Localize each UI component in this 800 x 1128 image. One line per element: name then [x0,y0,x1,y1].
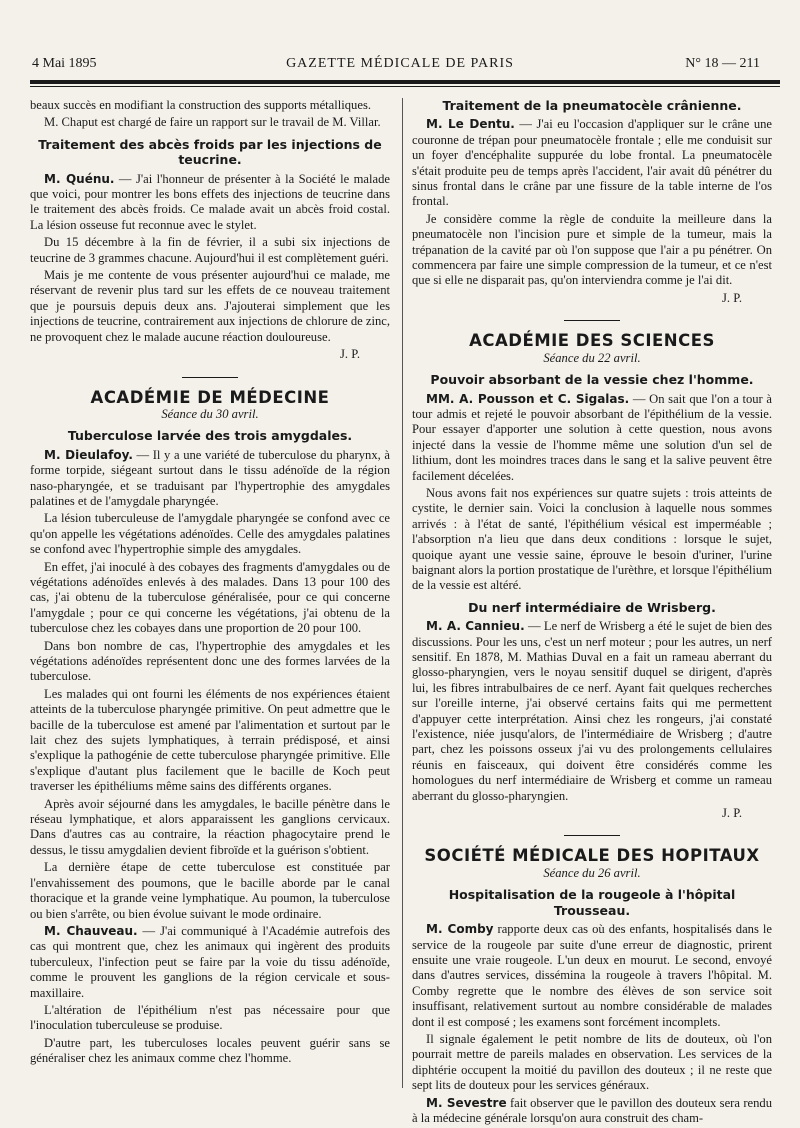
section-divider [182,377,238,378]
paragraph [412,392,772,484]
header-rule [30,80,780,84]
article-heading: Traitement des abcès froids par les injections de teucrine. [38,136,382,168]
speaker-name: M. Comby [426,922,494,937]
session-date: Séance du 30 avril. [161,406,259,421]
paragraph: Nous avons fait nos expériences sur quatre sujets : trois atteints de cystite, le dernier sain. Voici la conclusion à laquelle nous sommes arrivés : à l'état de santé, l'épithélium vésical est imperméable ; l'absorption n'a lieu que dans deux conditions : lorsque le sujet, quoique ayant une vessie saine, éprouve le besoin d'uriner, l'urine baignant alors la portion prostatique de l'urèthre, et lorsque l'épithélium de la vessie est altéré. [412,485,772,593]
issue-page-number: N° 18 — 211 [685,56,760,71]
signature: J. P. [722,290,742,305]
speech-text: — J'ai communiqué à l'Académie autrefois des cas qui montrent que, chez les animaux qui ingèrent des produits tuberculeux, l'infection peut se faire par la voie du tissu adénoïde, comme le prouvent les ganglions de la région cervicale et sous-maxillaire. [30,923,391,1000]
speech-text: — On sait que l'on a tour à tour admis et rejeté le pouvoir absorbant de l'épithélium de la vessie. Pour essayer d'apporter une solution à cette question, nous avons injecté dans la vessie de l'homme même une solution d'un sel de lithium, dont les moindres traces dans le sang et la salive peuvent être facilement décelées. [412,391,772,483]
paragraph: La dernière étape de cette tuberculose est constituée par l'envahissement des poumons, que le bacille aborde par le canal thoracique et la grande veine lymphatique. Au poumon, la tuberculose ou bien s'arrête, ou bien évolue suivant le mode ordinaire. [30,860,390,921]
article-heading: Hospitalisation de la rougeole à l'hôpital Trousseau. [448,887,736,918]
speech-text: — J'ai eu l'occasion d'appliquer sur le crâne une couronne de trépan pour pneumatocèle frontale ; elle me conduisit sur un foyer d'encéphalite suppurée du lobe frontal. La pneumatocèle s'était produite peu de temps après l'accident, l'air avait dû pénétrer du sinus frontal dans le crâne par une fissure de la table interne de l'os frontal. [412,117,773,209]
speaker-name: M. Chauveau. [44,923,138,938]
paragraph [412,922,772,1030]
speech-text: fait observer que le pavillon des douteux sera rendu à la médecine générale lorsqu'on aura construit des cham- [412,1095,772,1125]
speech-text: rapporte deux cas où des enfants, hospitalisés dans le service de la rougeole par suite d'une erreur de diagnostic, prirent ensuite une vraie rougeole. L'un deux en mourut. Le second, envoyé dans d'autres services, dissémina la rougeole à travers l'hôpital. M. Comby regrette que le nombre des élèves de son service soit insuffisant, relativement surtout au nombre considérable de malades dont il est composé ; les examens sont forcément incomplets. [412,922,772,1029]
paragraph: En effet, j'ai inoculé à des cobayes des fragments d'amygdales ou de végétations adénoïdes enlevés à des malades. Dans 13 pour 100 des cas, j'ai obtenu de la tuberculose généralisée, pour ce qui concerne l'amygdale ; pour ce qui concerne les végétations, j'ai obtenu de la tuberculose chez les cobayes dans une proportion de 20 pour 100. [30,559,390,636]
signature: J. P. [722,806,742,821]
article-heading: Pouvoir absorbant de la vessie chez l'homme. [430,372,754,388]
paragraph: Les malades qui ont fourni les éléments de nos expériences étaient atteints de la tuberculose pharyngée primitive. On peut admettre que le bacille de la tuberculose est amené par l'alimentation et surtout par le lait chez des sujets lymphatiques, à terrain prédisposé, et ainsi s'explique la pathogénie de cette tuberculose pharyngée primitive. Elle s'explique d'autant plus facilement que le bacille de Koch peut traverser les épithéliums même sains des différents organes. [30,686,390,794]
paragraph: Mais je me contente de vous présenter aujourd'hui ce malade, me réservant de revenir plus tard sur les effets de ce nouveau traitement que je poursuis depuis deux ans. J'ajouterai simplement que les injections de teucrine, contrairement aux injections de chlorure de zinc, ne provoquent chez le malade aucune réaction douloureuse. [30,268,390,344]
section-title: SOCIÉTÉ MÉDICALE DES HOPITAUX [424,846,760,866]
column-divider [402,98,403,1088]
session-date: Séance du 26 avril. [543,865,641,880]
paragraph: Je considère comme la règle de conduite la meilleure dans la pneumatocèle non l'incision pure et simple de la tumeur, mais la trépanation de la cavité par où l'on suppose que l'air a pu pénétrer. On commencera par faire une simple compression de la tumeur, et ce n'est que si elle ne disparait pas, qu'on interviendra comme je l'ai dit. [412,211,772,288]
session-date: Séance du 22 avril. [543,350,641,365]
paragraph: Du 15 décembre à la fin de février, il a subi six injections de teucrine de 3 grammes chacune. Aujourd'hui il est complètement guéri. [30,235,390,265]
section-divider [564,835,620,836]
right-column [412,98,772,1128]
speaker-name: M. Le Dentu. [426,117,515,132]
article-heading: Traitement de la pneumatocèle crânienne. [442,98,742,113]
speech-text: — J'ai l'honneur de présenter à la Société le malade que voici, pour montrer les bons effets des injections de teucrine dans le traitement des abcès froids. Ce malade avait un abcès froid costal. La lésion osseuse fut reconnue avec le stylet. [30,171,390,232]
paragraph [30,924,390,1001]
speech-text: — Il y a une variété de tuberculose du pharynx, à forme torpide, siégeant surtout dans le tissu adénoïde de la région naso-pharyngée, et se traduisant par l'hypertrophie des amygdales palatines et de l'amygdale pharyngée. [30,447,390,508]
section-divider [564,320,620,321]
paragraph: M. Chaput est chargé de faire un rapport sur le travail de M. Villar. [44,115,381,130]
journal-title: GAZETTE MÉDICALE DE PARIS [286,56,514,71]
paragraph [412,117,772,209]
speaker-name: M. Dieulafoy. [44,447,133,462]
paragraph: beaux succès en modifiant la construction des supports métalliques. [30,98,371,112]
paragraph: Après avoir séjourné dans les amygdales, le bacille pénètre dans le réseau lymphatique, et alors apparaissent les ganglions cervicaux. Dans d'autres cas au contraire, la réaction phagocytaire prend le dessus, le tissu amygdalien devient fibroïde et la guérison s'obtient. [30,796,390,857]
section-title: ACADÉMIE DES SCIENCES [469,331,715,351]
article-heading: Tuberculose larvée des trois amygdales. [67,428,353,444]
paragraph: Il signale également le petit nombre de lits de douteux, où l'on pourrait mettre de pareils malades en observation. Les services de la diphtérie occupent la moitié du pavillon des douteux ; il ne reste que sept lits de douteux pour les services généraux. [412,1031,772,1093]
paragraph [30,448,390,510]
issue-date: 4 Mai 1895 [32,56,97,71]
paragraph: La lésion tuberculeuse de l'amygdale pharyngée se confond avec ce qu'on appelle les végétations adénoïdes. Celle des amygdales palatines se confond avec l'hypertrophie simple des amygdales. [30,511,390,557]
signature: J. P. [340,347,360,362]
section-title: ACADÉMIE DE MÉDECINE [90,387,330,407]
paragraph [30,172,390,234]
speech-text: — Le nerf de Wrisberg a été le sujet de bien des discussions. Pour les uns, c'est un nerf moteur ; pour les autres, un nerf sensitif. En 1878, M. Mathias Duval en a fait un rameau aberrant du glosso-pharyngien, vers le noyau sensitif duquel se dirigent, d'après lui, les fibres intrabulbaires de ce nerf. Ayant fait quelques recherches sur l'oreille interne, j'ai observé certains faits qui me permettent d'appuyer cette interprétation. Ainsi chez les rongeurs, j'ai constaté l'existence, niée jusqu'alors, de l'intermédiaire de Wrisberg ; d'autre part, chez les poissons osseux j'ai vu des prolongements cellulaires réunis en faisceaux, qui doivent être considérés comme les homologues du nerf intermédiaire de Wrisberg et comme un rameau aberrant du glosso-pharyngien. [412,619,772,803]
speaker-name: MM. A. Pousson et C. Sigalas. [426,391,630,406]
article-heading: Du nerf intermédiaire de Wrisberg. [468,599,716,615]
speaker-name: M. Sevestre [426,1095,507,1110]
speaker-name: M. Quénu. [44,171,115,186]
speaker-name: M. A. Cannieu. [426,619,525,634]
paragraph: L'altération de l'épithélium n'est pas nécessaire pour que l'inoculation tuberculeuse se produise. [30,1002,390,1033]
paragraph: Dans bon nombre de cas, l'hypertrophie des amygdales et les végétations adénoïdes représentent donc une des formes larvées de la tuberculose. [30,638,390,684]
paragraph: D'autre part, les tuberculoses locales peuvent guérir sans se généraliser chez les animaux comme chez l'homme. [30,1035,390,1066]
left-column [30,98,390,1069]
header-rule-thin [30,86,780,87]
paragraph [412,1096,772,1127]
page-header [30,52,770,78]
paragraph [412,619,772,804]
